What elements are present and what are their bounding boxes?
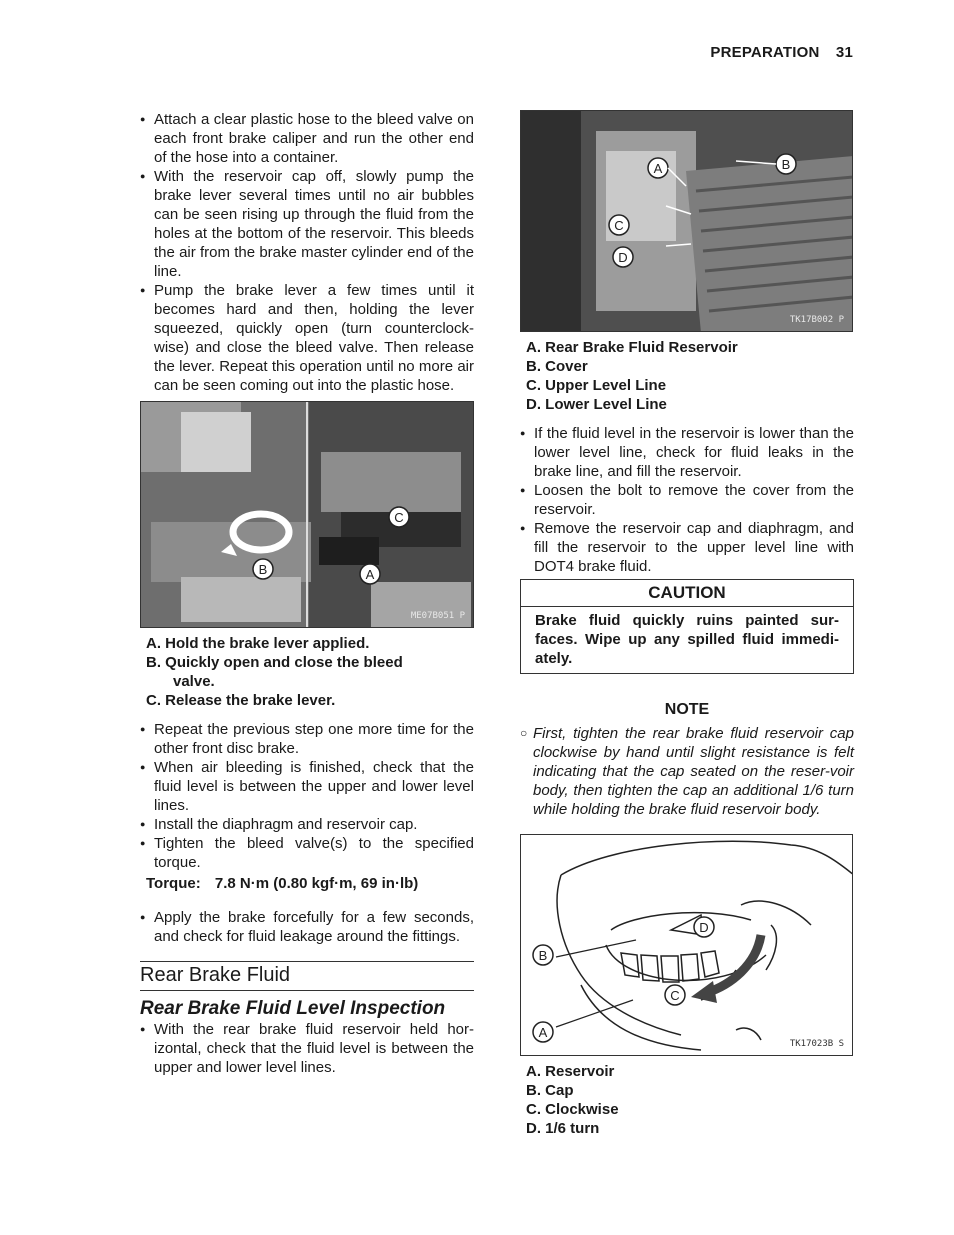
list-item: ● Pump the brake lever a few times until it becomes hard and then, holding the lever squeezed, quickly open (turn counterclock-wise) and close the bleed valve. Then release the lever. Repeat this operation until no more air can be seen coming out into the plastic hose. [140,281,474,395]
caption-item: A. Reservoir [526,1063,615,1080]
label-a: A [653,161,663,176]
header-section: PREPARATION [710,44,820,61]
caption-text: B. Quickly open and close the bleed [146,654,403,671]
photo-illustration [141,402,474,628]
figure-rear-reservoir-photo [520,110,853,332]
label-b: B [538,948,548,963]
caption-item [146,691,474,710]
figure-code: TK17023B S [789,1039,844,1049]
circle-bullet-icon: ○ [520,726,528,740]
figure-reservoir-cap-drawing [520,834,853,1056]
label-d: D [699,920,709,935]
label-a: A [538,1025,548,1040]
note-heading: NOTE [664,701,710,718]
caution-heading: CAUTION [521,580,853,607]
list-item: ● Tighten the bleed valve(s) to the specified torque. [140,834,474,872]
line-drawing [521,835,853,1056]
list-item: ● With the reservoir cap off, slowly pump the brake lever several times until no air bubbles can be seen rising up through the fluid from the holes at the bottom of the reservoir. This bleeds the air from the brake master cylinder end of the line. [140,167,474,281]
list-item: ● Install the diaphragm and reservoir cap. [140,815,474,834]
list-item: ● Apply the brake forcefully for a few seconds, and check for fluid leakage around the fittings. [140,908,474,946]
caption-item: D. 1/6 turn [526,1120,600,1137]
caption-text: A. Hold the brake lever applied. [146,635,370,652]
caption-item: B. Cover [526,358,588,375]
list-item: ● Loosen the bolt to remove the cover from the reservoir. [520,481,854,519]
caption-item: B. Cap [526,1082,574,1099]
label-c: C [614,218,624,233]
right-column [520,110,854,1138]
caption-item: C. Clockwise [526,1101,619,1118]
bullet-list-bottom [140,1020,474,1077]
note-text: First, tighten the rear brake fluid reservoir cap clockwise by hand until slight resistance is felt indicating that the cap seated on the reser-voir body, then tighten the cap an additional 1/6 turn while holding the brake fluid reservoir body. [533,725,854,818]
caption-continuation: valve. [173,673,215,690]
caption-text: C. Release the brake lever. [146,692,336,709]
caption-item: D. Lower Level Line [526,396,667,413]
caption-item: C. Upper Level Line [526,377,667,394]
figure-code: ME07B051 P [410,611,465,621]
list-item: ● Repeat the previous step one more time for the other front disc brake. [140,720,474,758]
label-b: B [258,562,268,577]
list-item: ● Remove the reservoir cap and diaphragm, and fill the reservoir to the upper level line with DOT4 brake fluid. [520,519,854,576]
photo-illustration [521,111,853,332]
page-number: 31 [835,44,853,61]
bullet-list-mid [140,720,474,872]
caption-item [146,653,474,691]
figure-code: TK17B002 P [789,315,844,325]
torque-value: 7.8 N·m (0.80 kgf·m, 69 in·lb) [214,875,419,892]
caption-item [146,634,474,653]
figure3-caption [520,1062,854,1138]
caption-item: A. Rear Brake Fluid Reservoir [526,339,738,356]
subsection-title: Rear Brake Fluid Level Inspection [140,998,446,1019]
caution-text: Brake fluid quickly ruins painted sur-faces. Wipe up any spilled fluid immedi-ately. [535,612,839,667]
label-d: D [618,250,628,265]
bullet-list-after-torque [140,908,474,946]
label-b: B [781,157,791,172]
list-item: ● Attach a clear plastic hose to the bleed valve on each front brake caliper and run the other end of the hose into a container. [140,110,474,167]
label-a: A [365,567,375,582]
section-title: Rear Brake Fluid [140,961,474,991]
bullet-list-right [520,424,854,576]
caution-box [520,579,854,674]
list-item: ● When air bleeding is finished, check that the fluid level is between the upper and lower level lines. [140,758,474,815]
note-body [520,724,854,819]
torque-spec [146,874,474,893]
figure-bleed-valve-photo [140,401,474,628]
figure1-caption [140,634,474,710]
bullet-list-top [140,110,474,395]
list-item: ● If the fluid level in the reservoir is lower than the lower level line, check for fluid leaks in the brake line, and fill the reservoir. [520,424,854,481]
label-c: C [670,988,680,1003]
page-header [710,44,853,61]
label-c: C [394,510,404,525]
figure2-caption [520,338,854,414]
list-item: ● With the rear brake fluid reservoir held hor-izontal, check that the fluid level is between the upper and lower level lines. [140,1020,474,1077]
torque-label: Torque: [146,875,201,892]
left-column [140,110,474,1077]
